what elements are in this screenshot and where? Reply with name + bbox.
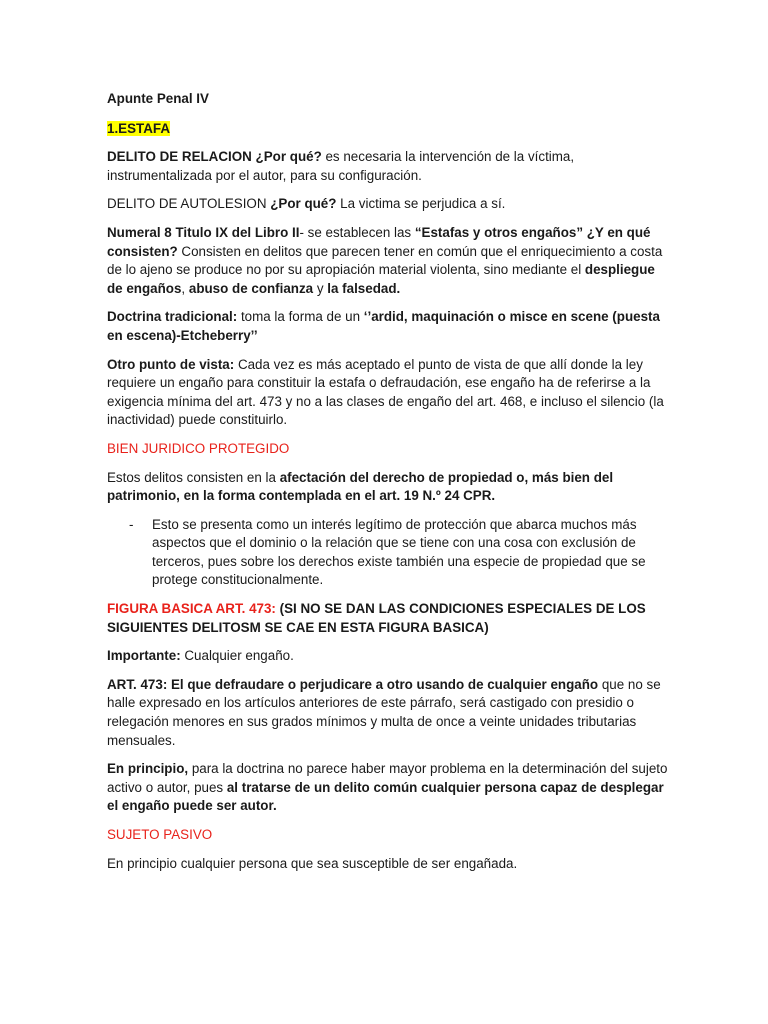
bold-text: al tratarse de un delito común cualquier persona capaz de desplegar el engaño puede ser autor. [107, 779, 664, 814]
bold-text: Importante: [107, 648, 181, 664]
bold-text: ¿Por qué? [270, 196, 337, 212]
paragraph-figura-basica [107, 600, 668, 637]
paragraph-art-473 [107, 676, 668, 750]
body-text: que no se halle expresado en los artículos anteriores de este párrafo, será castigado con presidio o relegación menores en sus grados mínimos y multa de once a veinte unidades tributarias mensuales. [107, 676, 661, 748]
body-text: Estos delitos consisten en la [107, 469, 280, 485]
bold-text: despliegue de engaños [107, 262, 655, 296]
paragraph-doctrina-tradicional [107, 308, 668, 345]
bold-text: “Estafas y otros engaños” ¿Y en qué consisten? [107, 224, 651, 259]
red-label: FIGURA BASICA ART. 473: [107, 601, 276, 617]
paragraph-en-principio [107, 760, 668, 816]
section-heading-sujeto-pasivo: SUJETO PASIVO [107, 827, 213, 842]
paragraph-numeral-8 [107, 224, 668, 298]
body-text: Cualquier engaño. [180, 648, 294, 664]
bold-text: (SI NO SE DAN LAS CONDICIONES ESPECIALES DE LOS SIGUIENTES DELITOSM SE CAE EN ESTA FIGURA BASICA) [107, 601, 646, 635]
body-text: Consisten en delitos que parecen tener en común que el enriquecimiento a costa de lo ajeno se produce no por su apropiación material violenta, sino mediante el [107, 243, 663, 278]
bold-text: abuso de confianza [188, 280, 314, 296]
paragraph-importante [107, 647, 668, 666]
body-text: y [313, 280, 328, 296]
bullet-marker: - [129, 516, 134, 532]
bold-text: En principio, [107, 761, 189, 777]
paragraph-delito-autolesion [107, 195, 668, 214]
bold-text: ‘’ardid, maquinación o misce en scene (puesta en escena)-Etcheberry’’ [107, 309, 660, 343]
body-text: Cada vez es más aceptado el punto de vista de que allí donde la ley requiere un engaño para constituir la estafa o defraudación, ese engaño ha de referirse a la exigencia mínima del art. 473 y no a las clases de engaño del art. 468, e incluso el silencio (la inactividad) puede constituirlo. [107, 356, 664, 428]
bold-text: DELITO DE RELACION ¿Por qué? [107, 149, 322, 165]
bullet-item [107, 516, 668, 590]
body-text: - se establecen las [299, 224, 415, 240]
bold-text: la falsedad. [327, 280, 401, 296]
paragraph-otro-punto-de-vista [107, 356, 668, 430]
bold-text: Doctrina tradicional: [107, 309, 238, 325]
body-text: , [181, 280, 189, 296]
bold-text: ART. 473: El que defraudare o perjudicare a otro usando de cualquier engaño [107, 676, 599, 692]
highlighted-heading: 1.ESTAFA [107, 120, 170, 136]
body-text: La victima se perjudica a sí. [336, 196, 506, 212]
section-heading-estafa [107, 120, 668, 139]
bullet-text: Esto se presenta como un interés legítimo de protección que abarca muchos más aspectos que el dominio o la relación que se tiene con una cosa con exclusión de terceros, pues sobre los derechos existe también una especie de propiedad que se protege constitucionalmente. [152, 516, 646, 588]
body-text: es necesaria la intervención de la víctima, instrumentalizada por el autor, para su configuración. [107, 149, 575, 183]
document-title: Apunte Penal IV [107, 91, 209, 106]
body-text: para la doctrina no parece haber mayor problema en la determinación del sujeto activo o autor, pues [107, 761, 668, 795]
paragraph-sujeto-pasivo: En principio cualquier persona que sea susceptible de ser engañada. [107, 855, 518, 871]
section-heading-bien-juridico: BIEN JURIDICO PROTEGIDO [107, 440, 290, 456]
bold-text: Otro punto de vista: [107, 356, 235, 372]
bold-text: afectación del derecho de propiedad o, más bien del patrimonio, en la forma contemplada en el art. 19 N.º 24 CPR. [107, 469, 614, 504]
body-text: toma la forma de un [237, 309, 364, 325]
paragraph-delito-relacion [107, 148, 668, 185]
paragraph-afectacion [107, 469, 668, 506]
body-text: DELITO DE AUTOLESION [107, 196, 271, 212]
bold-text: Numeral 8 Titulo IX del Libro II [107, 224, 300, 240]
